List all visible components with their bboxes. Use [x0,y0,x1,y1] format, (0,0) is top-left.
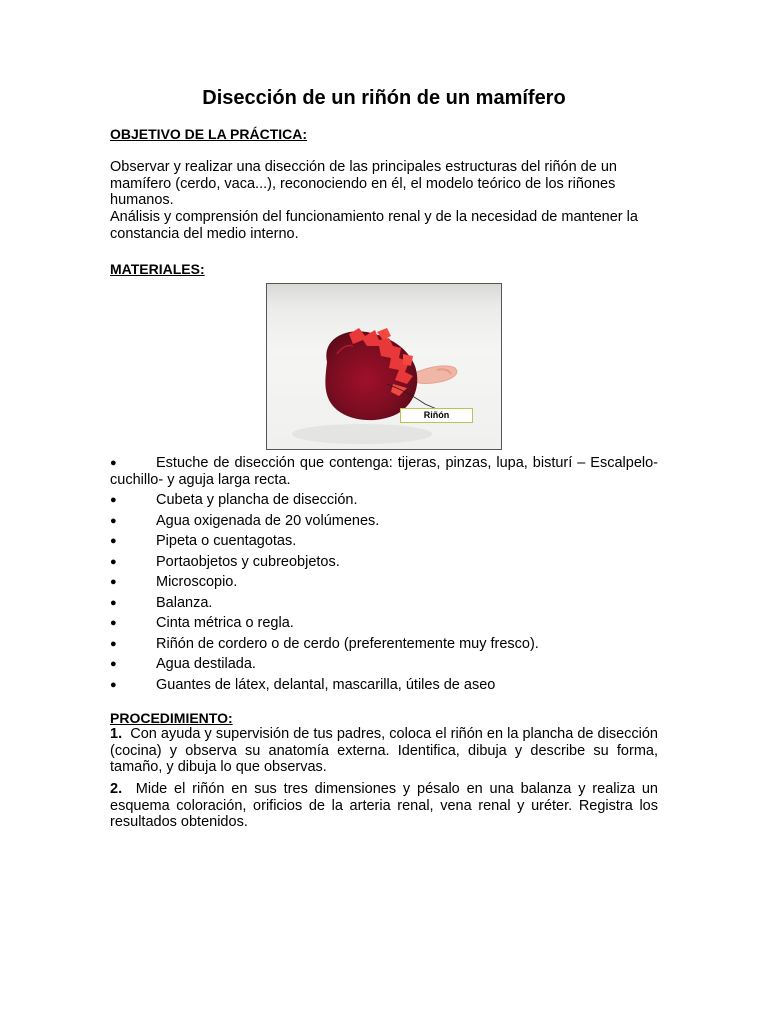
list-item: ● Agua oxigenada de 20 volúmenes. [110,512,380,529]
list-item: ● Portaobjetos y cubreobjetos. [110,553,340,570]
list-item: ● Balanza. [110,594,213,611]
bullet-icon: ● [110,678,117,691]
bullet-icon: ● [110,617,117,629]
objective-paragraph-1: Observar y realizar una disección de las principales estructuras del riñón de un mamífero (cerdo, vaca...), reconociendo en él, el modelo teórico de los riñones humanos. [110,159,617,208]
list-item: ● Microscopio. [110,574,238,590]
bullet-icon: ● [110,596,117,609]
list-item: ● Riñón de cordero o de cerdo (preferentemente muy fresco). [110,635,539,652]
list-item: ● Agua destilada. [110,656,256,672]
bullet-icon: ● [110,576,117,588]
objective-paragraph-2: Análisis y comprensión del funcionamiento renal y de la necesidad de mantener la constancia del medio interno. [110,209,638,242]
bullet-icon: ● [110,535,117,547]
kidney-illustration [267,284,502,450]
bullet-icon: ● [110,457,117,469]
bullet-icon: ● [110,637,117,650]
bullet-icon: ● [110,494,117,506]
procedure-step-1 [110,726,658,776]
kidney-photo [266,283,502,450]
objective-heading: OBJETIVO DE LA PRÁCTICA: [110,126,308,142]
bullet-icon: ● [110,555,117,568]
list-item: ● Estuche de disección que contenga: tijeras, pinzas, lupa, bisturí – Escalpelo-cuchillo- y aguja larga recta. [110,455,658,488]
step-number: 2. [110,781,123,797]
bullet-icon: ● [110,514,117,527]
step-number: 1. [110,726,123,742]
page-title: Disección de un riñón de un mamífero [202,87,566,109]
procedure-heading: PROCEDIMIENTO: [110,710,233,726]
step-text: Con ayuda y supervisión de tus padres, coloca el riñón en la plancha de disección (cocina) y observa su anatomía externa. Identifica, dibuja y describe su forma, tamaño, y dibuja lo que observas. [110,726,658,775]
procedure-step-2 [110,781,658,831]
bullet-icon: ● [110,658,117,670]
list-item: ● Guantes de látex, delantal, mascarilla, útiles de aseo [110,676,496,693]
materials-heading: MATERIALES: [110,261,205,277]
materials-list [110,455,658,693]
list-item: ● Pipeta o cuentagotas. [110,533,297,549]
step-text: Mide el riñón en sus tres dimensiones y pésalo en una balanza y realiza un esquema coloración, orificios de la arteria renal, vena renal y uréter. Registra los resultados obtenidos. [110,781,658,830]
kidney-label: Riñón [400,408,473,423]
list-item: ● Cinta métrica o regla. [110,615,294,631]
list-item: ● Cubeta y plancha de disección. [110,492,358,508]
